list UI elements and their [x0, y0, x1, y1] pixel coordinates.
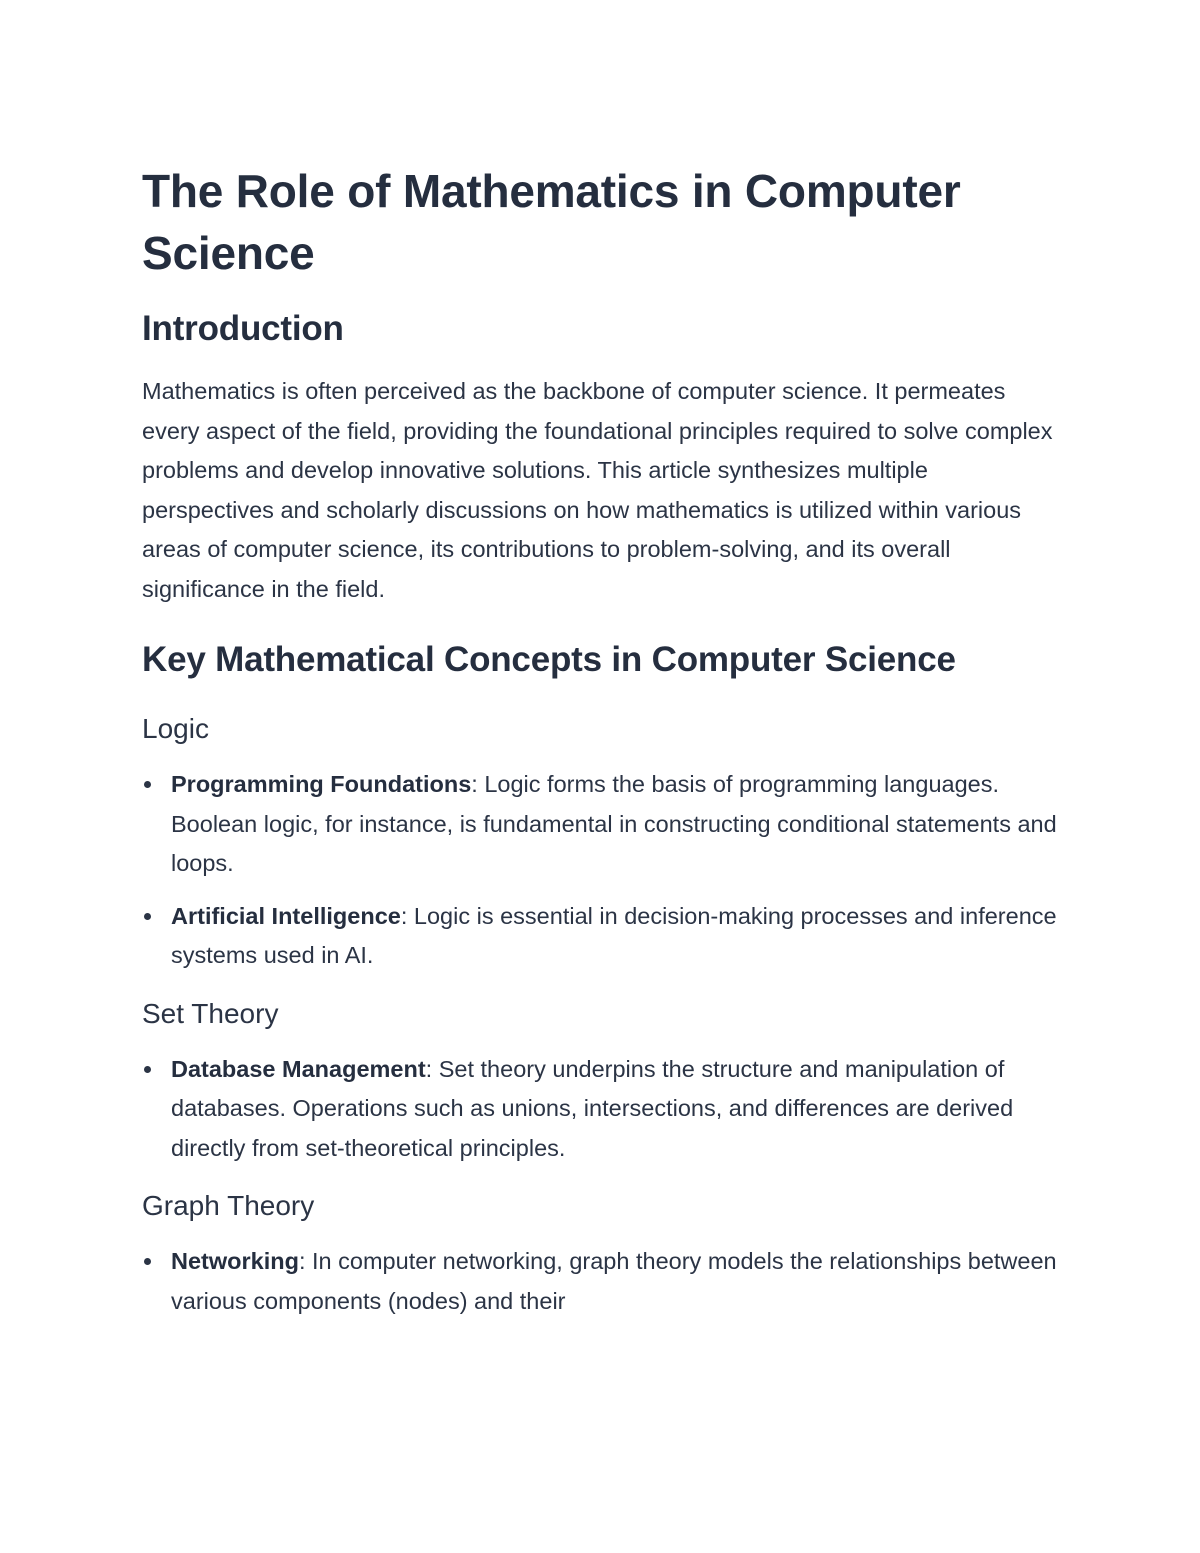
- list-item: [142, 765, 1062, 884]
- list-item-text: : Set theory underpins the structure and manipulation of databases. Operations such as unions, intersections, and differences are derived directly from set-theoretical principles.: [171, 1055, 1014, 1161]
- section-heading-key-concepts: Key Mathematical Concepts in Computer Science: [142, 640, 956, 679]
- document-page: [142, 160, 1062, 1321]
- list-item: [142, 1242, 1062, 1321]
- subsection-heading-logic: Logic: [142, 713, 209, 744]
- list-item: [142, 1050, 1062, 1169]
- bullet-icon: [144, 1066, 151, 1073]
- list-item-term: Programming Foundations: [171, 771, 472, 797]
- subsection-heading-set-theory: Set Theory: [142, 997, 279, 1029]
- list-item-text: : Logic forms the basis of programming languages. Boolean logic, for instance, is fundamental in constructing conditional statements and loops.: [171, 771, 1057, 876]
- list-item-text: : In computer networking, graph theory models the relationships between various components (nodes) and their: [171, 1248, 1057, 1314]
- list-item-text: : Logic is essential in decision-making processes and inference systems used in AI.: [171, 902, 1057, 968]
- logic-list: [142, 765, 1062, 976]
- list-item-term: Database Management: [171, 1055, 426, 1082]
- list-item-term: Artificial Intelligence: [171, 902, 401, 929]
- subsection-heading-graph-theory: Graph Theory: [142, 1190, 315, 1221]
- document-title: The Role of Mathematics in Computer Science: [142, 165, 961, 279]
- set-theory-list: [142, 1050, 1062, 1169]
- bullet-icon: [144, 913, 151, 920]
- bullet-icon: [144, 1258, 151, 1265]
- list-item: [142, 897, 1062, 976]
- bullet-icon: [144, 781, 151, 788]
- section-heading-introduction: Introduction: [142, 309, 344, 348]
- introduction-paragraph: Mathematics is often perceived as the backbone of computer science. It permeates every aspect of the field, providing the foundational principles required to solve complex problems and develop innovative solutions. This article synthesizes multiple perspectives and scholarly discussions on how mathematics is utilized within various areas of computer science, its contributions to problem-solving, and its overall significance in the field.: [142, 378, 1053, 602]
- graph-theory-list: [142, 1242, 1062, 1321]
- list-item-term: Networking: [171, 1248, 299, 1274]
